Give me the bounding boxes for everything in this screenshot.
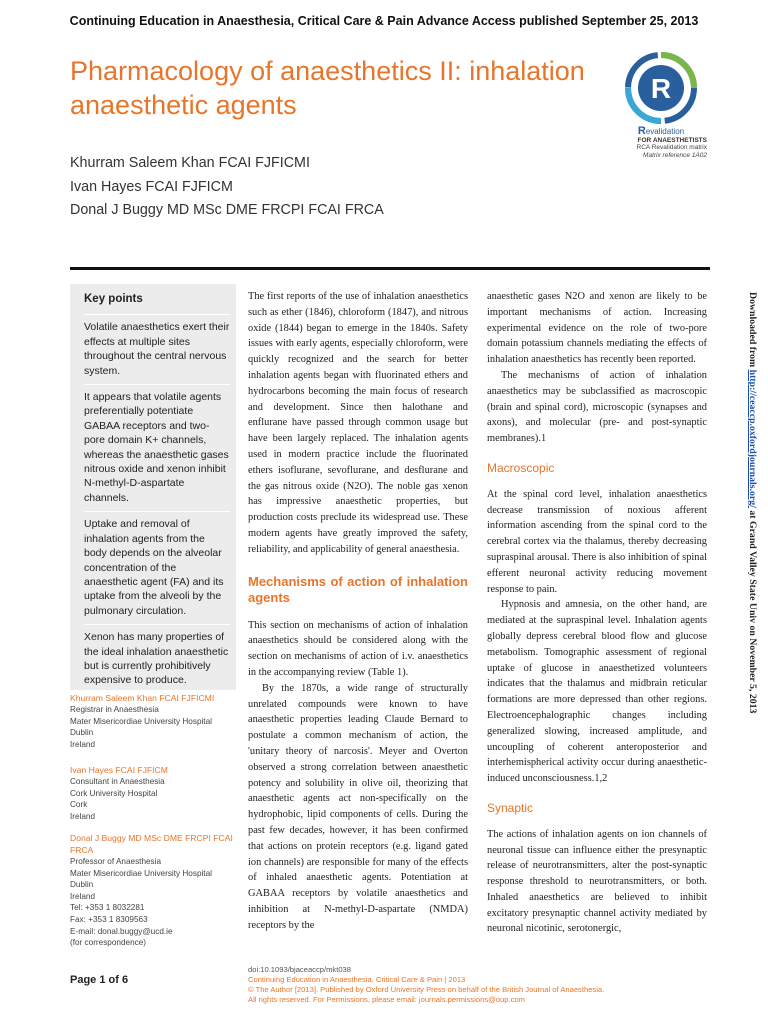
affiliation-name: Ivan Hayes FCAI FJFICM (70, 765, 168, 775)
author-list (70, 152, 520, 223)
advance-access-header: Continuing Education in Anaesthesia, Critical Care & Pain Advance Access published September 25, 2013 (69, 14, 699, 28)
macroscopic-paragraph-2: Hypnosis and amnesia, on the other hand, are mediated at the supraspinal level. Inhalation agents globally depress cerebral blood flow and glucose metabolism. Tomographic assessment of regional uptake of glucose in anaesthetized volunteers indicates that the thalamus and midbrain reticular formations are more depressed than other regions. Electroencephalographic changes including generalized slowing, increased amplitude, and uncoupling of coherent anteroposterior and interhemispherical activity occur during anaesthetic-induced unconsciousness.1,2 (487, 599, 707, 785)
body-column-2 (248, 289, 468, 933)
journal-line: Continuing Education in Anaesthesia, Critical Care & Pain | 2013 (248, 975, 466, 984)
title-divider (70, 267, 710, 270)
copyright-line: © The Author [2013]. Published by Oxford University Press on behalf of the British Journal of Anaesthesia. (248, 985, 605, 994)
affiliation-tel: Tel: +353 1 8032281 (70, 903, 145, 913)
body-column-3 (487, 289, 707, 937)
revalidation-reference: Matrix reference 1A02 (643, 152, 707, 159)
revalidation-badge (615, 52, 707, 160)
revalidation-for: FOR ANAESTHETISTS (637, 137, 707, 144)
page-number: Page 1 of 6 (70, 974, 129, 986)
author-3: Donal J Buggy MD MSc DME FRCPI FCAI FRCA (70, 202, 384, 218)
mechanisms-paragraph-1: This section on mechanisms of action of inhalation anaesthetics should be considered along with the section on mechanisms of action of i.v. anaesthetics in the accompanying review (Table 1). (248, 619, 468, 678)
footer (248, 965, 708, 1005)
intro-paragraph: The first reports of the use of inhalation anaesthetics such as ether (1846), chloroform (1847), and nitrous oxide (1844) began to emerge in the 1840s. Safety issues with early agents, especially chloroform, were quickly recognized and the search for better inhalation agents began with fluorinated ethers and hydrocarbons becoming the main focus of research and development. Since then halothane and enflurane have passed through common usage but have been largely replaced. The inhalation agents used in modern practice include the fluorinated ethers isoflurane, sevoflurane, and desflurane and the gas nitrous oxide (N2O). The noble gas xenon has impressive anaesthetic properties, but production costs preclude its widespread use. These modern agents have greatly improved the safety, reliability, and applicability of general anaesthesia. (248, 291, 468, 555)
revalidation-name: Revalidation (637, 125, 685, 137)
doi: doi:10.1093/bjaceaccp/mkt038 (248, 965, 352, 974)
revalidation-logo-icon (625, 52, 697, 124)
affiliation-name: Donal J Buggy MD MSc DME FRCPI FCAI FRCA (70, 833, 233, 855)
affiliation-name: Khurram Saleem Khan FCAI FJFICMI (70, 693, 215, 703)
revalidation-matrix: RCA Revalidation matrix (636, 144, 707, 151)
affiliation-1: Khurram Saleem Khan FCAI FJFICMI Registrar in Anaesthesia Mater Misericordiae University Hospital Dublin Ireland (70, 692, 236, 750)
key-point-3: Uptake and removal of inhalation agents from the body depends on the alveolar concentration of the anaesthetic agent (FA) and its uptake from the alveoli by the pulmonary circulation. (84, 511, 230, 624)
mechanisms-paragraph-2: By the 1870s, a wide range of structurally unrelated compounds were known to have anaesthetic properties leading Claude Bernard to postulate a common mechanism of action, the 'unitary theory of narcosis'. Meyer and Overton observed a strong correlation between anaesthetic potency and solubility in olive oil, theorizing that anaesthetic agents act non-specifically on the hydrophobic, lipid components of cells. During the past few decades, however, it has been confirmed that actions on protein receptors (e.g. ligand gated ion channels) are responsible for many of the effects of inhaled anaesthetic agents. Potentiation at GABAA receptors by volatile anaesthetics and inhibition at N-methyl-D-aspartate (NMDA) receptors by the (248, 682, 468, 931)
key-points-heading: Key points (84, 293, 143, 305)
article-title (70, 54, 630, 122)
macroscopic-heading: Macroscopic (487, 460, 555, 475)
journal-link[interactable]: http://ceaccp.oxfordjournals.org/ (747, 369, 758, 508)
key-point-1: Volatile anaesthetics exert their effects at multiple sites throughout the central nervous system. (84, 314, 230, 384)
mechanisms-heading: Mechanisms of action of inhalation agents (248, 573, 468, 605)
synaptic-paragraph: The actions of inhalation agents on ion channels of neuronal tissue can influence either the presynaptic release of neurotransmitters, alter the post-synaptic response threshold to neurotransmitters, or both. Inhaled anaesthetics are believed to inhibit excitatory presynaptic channel activity mediated by neuronal nicotinic, serotonergic, (487, 828, 707, 935)
logo-letter: R (650, 73, 672, 104)
macroscopic-paragraph-1: At the spinal cord level, inhalation anaesthetics decrease transmission of noxious afferent information ascending from the spinal cord to the cerebral cortex via the thalamus, thereby decreasing supraspinal arousal. There is also inhibition of spinal efferent neuronal activity reducing movement response to pain. (487, 488, 707, 595)
author-1: Khurram Saleem Khan FCAI FJFICMI (70, 155, 310, 171)
download-note: Downloaded from http://ceaccp.oxfordjournals.org/ at Grand Valley State Univ on November 5, 2013 (747, 292, 758, 714)
title-line-1: Pharmacology of anaesthetics II: inhalation (70, 56, 585, 86)
col3-paragraph-1: anaesthetic gases N2O and xenon are likely to be important mechanisms of action. Increasing experimental evidence on the role of two-pore domain potassium channels mediating the effects of inhalation anaesthetics has recently been reported. (487, 291, 707, 366)
col3-paragraph-2: The mechanisms of action of inhalation anaesthetics may be subclassified as macroscopic (brain and spinal cord), microscopic (synapses and axons), and molecular (pre- and post-synaptic membranes).1 (487, 369, 707, 445)
synaptic-heading: Synaptic (487, 800, 534, 815)
affiliation-email[interactable]: E-mail: donal.buggy@ucd.ie (70, 926, 173, 936)
affiliation-fax: Fax: +353 1 8309563 (70, 914, 148, 924)
key-point-4: Xenon has many properties of the ideal inhalation anaesthetic but is currently prohibitively expensive to produce. (84, 624, 230, 694)
key-points (84, 292, 230, 694)
affiliation-3: Donal J Buggy MD MSc DME FRCPI FCAI FRCA Professor of Anaesthesia Mater Misericordiae University Hospital Dublin Ireland Tel: +353 1 8032281 Fax: +353 1 8309563 E-mail: donal.buggy@ucd.ie (for correspondence) (70, 832, 236, 949)
affiliation-2: Ivan Hayes FCAI FJFICM Consultant in Anaesthesia Cork University Hospital Cork Ireland (70, 764, 236, 822)
title-line-2: anaesthetic agents (70, 90, 297, 120)
author-2: Ivan Hayes FCAI FJFICM (70, 178, 233, 195)
key-point-2: It appears that volatile agents preferentially potentiate GABAA receptors and two-pore domain K+ channels, whereas the anaesthetic gases nitrous oxide and xenon inhibit N-methyl-D-aspartate channels. (84, 384, 230, 511)
rights-line: All rights reserved. For Permissions, please email: journals.permissions@oup.com (248, 995, 525, 1004)
